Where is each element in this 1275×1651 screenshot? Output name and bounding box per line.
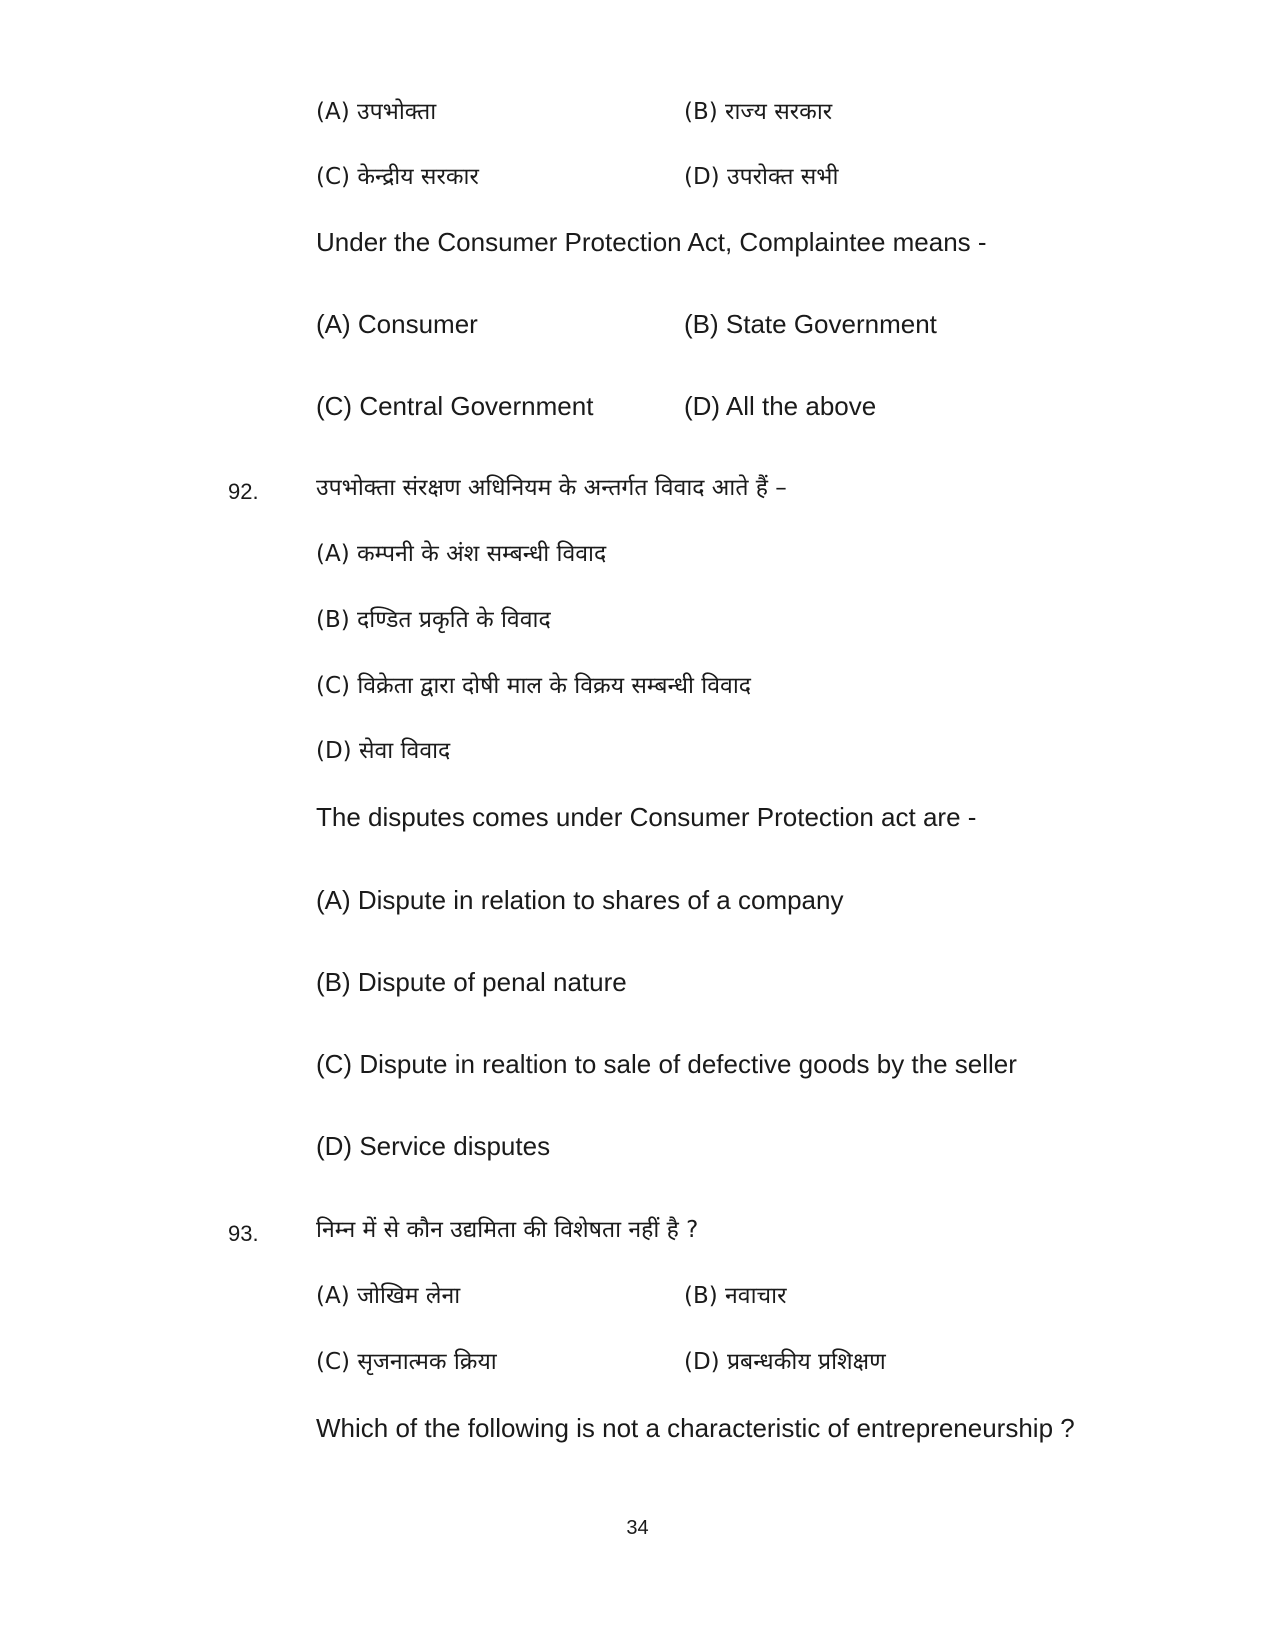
q91-hindi-option-b: (B) राज्य सरकार [684, 99, 833, 125]
q91-english-option-c: (C) Central Government [316, 391, 594, 421]
q91-english-question: Under the Consumer Protection Act, Complaintee means - [316, 227, 987, 257]
q93-hindi-question: निम्न में से कौन उद्यमिता की विशेषता नहीं है ? [316, 1217, 699, 1243]
q92-number: 92. [228, 479, 259, 504]
q92-english-option-d: (D) Service disputes [316, 1131, 551, 1161]
q91-hindi-option-d: (D) उपरोक्त सभी [684, 164, 839, 190]
q93-hindi-option-c: (C) सृजनात्मक क्रिया [316, 1349, 497, 1375]
q92-english-option-b: (B) Dispute of penal nature [316, 967, 627, 997]
q91-english-option-d: (D) All the above [684, 391, 877, 421]
q92-hindi-option-a: (A) कम्पनी के अंश सम्बन्धी विवाद [316, 541, 607, 567]
q93-hindi-option-d: (D) प्रबन्धकीय प्रशिक्षण [684, 1349, 886, 1375]
q92-english-option-c: (C) Dispute in realtion to sale of defective goods by the seller [316, 1049, 1017, 1079]
page-number: 34 [626, 1517, 649, 1539]
q92-hindi-question: उपभोक्ता संरक्षण अधिनियम के अन्तर्गत विवाद आते हैं – [316, 475, 787, 501]
q91-english-option-b: (B) State Government [684, 309, 937, 339]
q92-hindi-option-c: (C) विक्रेता द्वारा दोषी माल के विक्रय सम्बन्धी विवाद [316, 673, 751, 699]
q92-english-question: The disputes comes under Consumer Protection act are - [316, 802, 977, 832]
q92-hindi-option-d: (D) सेवा विवाद [316, 738, 451, 764]
q93-hindi-option-b: (B) नवाचार [684, 1283, 787, 1309]
q92-hindi-option-b: (B) दण्डित प्रकृति के विवाद [316, 607, 551, 633]
q92-english-option-a: (A) Dispute in relation to shares of a company [316, 885, 844, 915]
q91-hindi-option-c: (C) केन्द्रीय सरकार [316, 164, 479, 190]
q93-english-question: Which of the following is not a characteristic of entrepreneurship ? [316, 1413, 1075, 1443]
q93-hindi-option-a: (A) जोखिम लेना [316, 1283, 461, 1309]
q91-hindi-option-a: (A) उपभोक्ता [316, 99, 437, 125]
q91-english-option-a: (A) Consumer [316, 309, 478, 339]
q93-number: 93. [228, 1221, 259, 1246]
